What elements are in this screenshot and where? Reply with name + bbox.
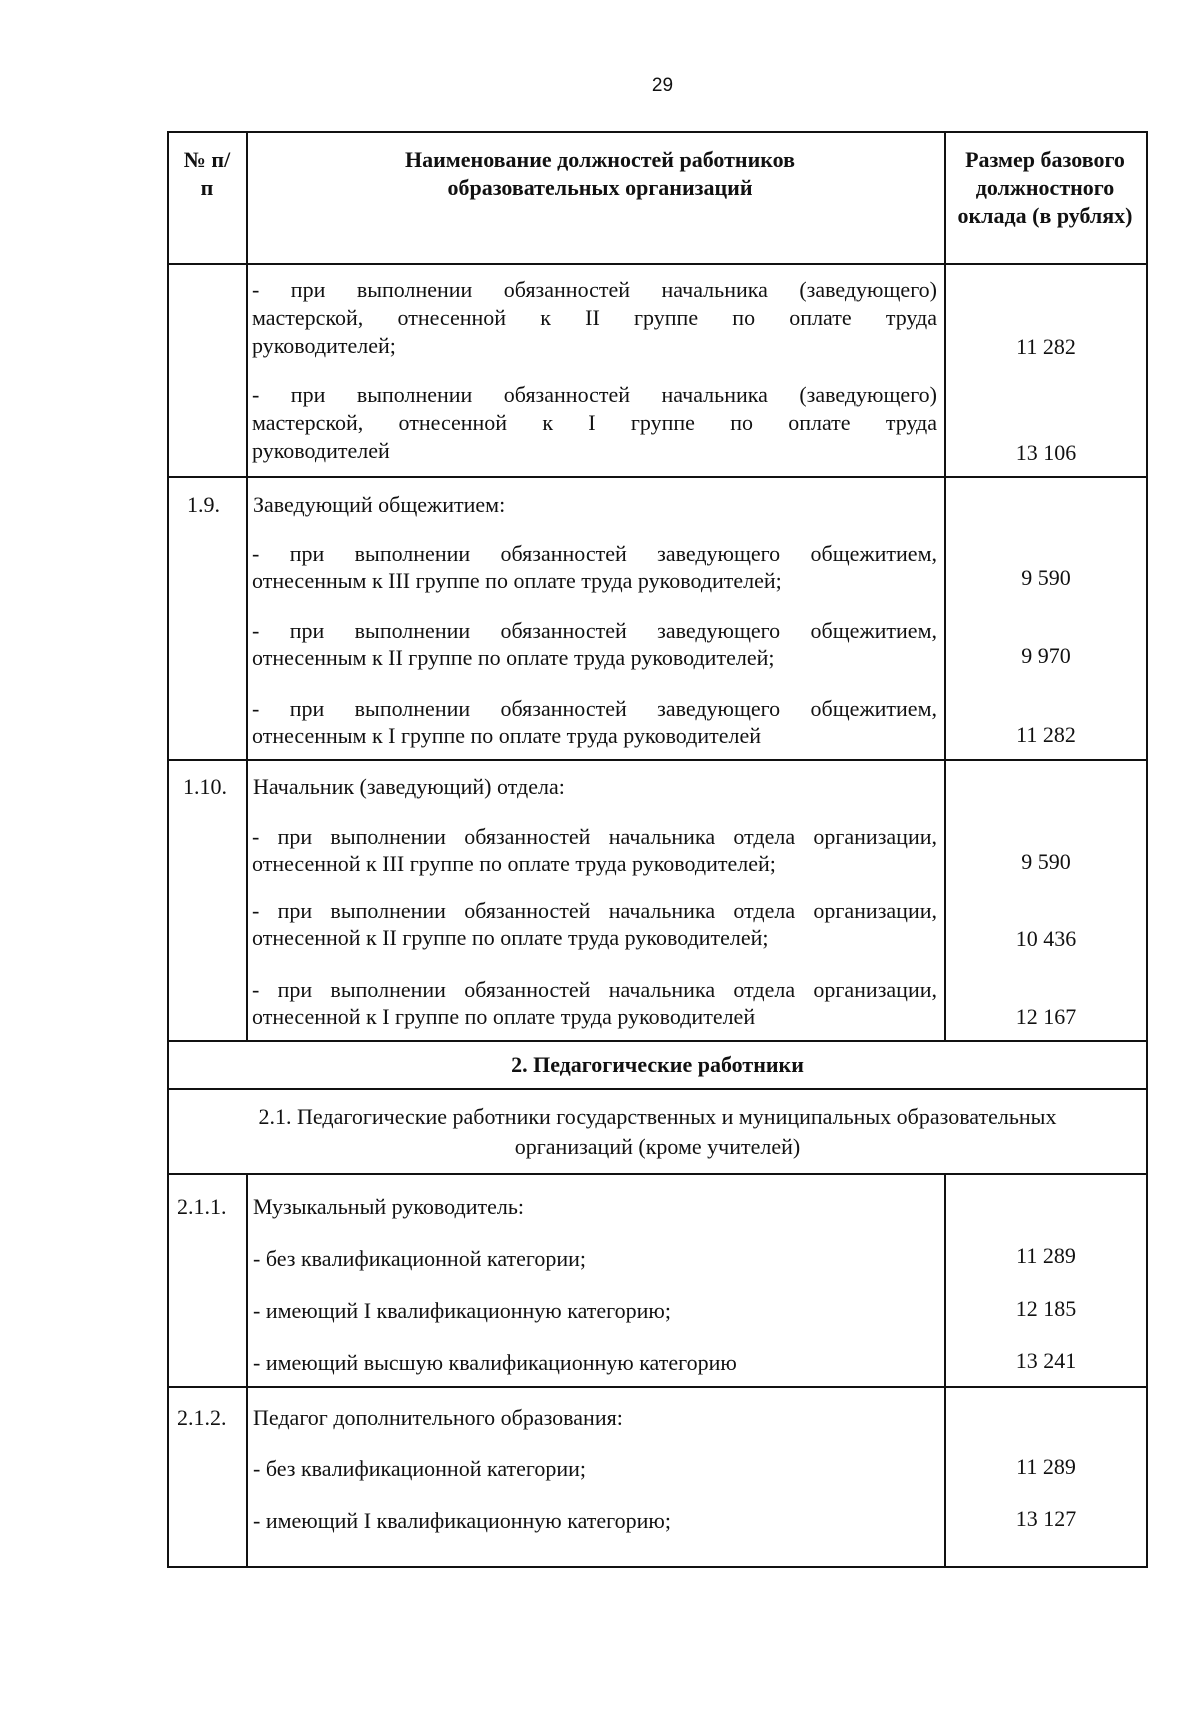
item-line: руководителей	[252, 438, 390, 463]
row-border	[167, 263, 1148, 265]
header-name: Наименование должностей работников образовательных организаций	[404, 147, 796, 200]
item-line: - при выполнении обязанностей заведующего общежитием,	[252, 696, 937, 721]
item-line: отнесенным к I группе по оплате труда руководителей	[252, 723, 762, 748]
salary-value: 13 106	[1015, 440, 1077, 465]
item-line: - имеющий I квалификационную категорию;	[253, 1508, 671, 1533]
section-title: Начальник (заведующий) отдела:	[253, 774, 565, 799]
item-line: отнесенной к II группе по оплате труда руководителей;	[252, 925, 769, 950]
row-number: 2.1.1.	[177, 1194, 227, 1219]
subsection-header-line-2: организаций (кроме учителей)	[514, 1134, 801, 1159]
item-line: - имеющий высшую квалификационную категорию	[253, 1350, 737, 1375]
row-border	[167, 759, 1148, 761]
item-line: - без квалификационной категории;	[253, 1456, 587, 1481]
item-line: отнесенным к III группе по оплате труда руководителей;	[252, 568, 782, 593]
salary-value: 9 970	[1021, 643, 1071, 668]
item-line: - при выполнении обязанностей начальника отдела организации,	[252, 977, 937, 1002]
salary-value: 11 282	[1016, 334, 1076, 359]
salary-value: 9 590	[1021, 849, 1071, 874]
row-border	[167, 131, 1148, 133]
salary-value: 13 241	[1015, 1348, 1077, 1373]
salary-value: 11 289	[1016, 1243, 1076, 1268]
row-number: 2.1.2.	[177, 1405, 227, 1430]
header-salary: Размер базового должностного оклада (в рублях)	[957, 147, 1133, 228]
item-line: - при выполнении обязанностей начальника (заведующего)	[252, 277, 937, 302]
section-header: 2. Педагогические работники	[511, 1052, 804, 1077]
item-line: - при выполнении обязанностей заведующего общежитием,	[252, 618, 937, 643]
row-border	[167, 1173, 1148, 1175]
row-border	[167, 476, 1148, 478]
row-number: 1.10.	[183, 774, 227, 799]
item-line: отнесенной к I группе по оплате труда руководителей	[252, 1004, 756, 1029]
item-line: мастерской, отнесенной к II группе по оплате труда	[252, 305, 937, 330]
item-line: - при выполнении обязанностей заведующего общежитием,	[252, 541, 937, 566]
item-line: отнесенной к III группе по оплате труда руководителей;	[252, 851, 776, 876]
salary-value: 12 185	[1015, 1296, 1077, 1321]
item-line: - без квалификационной категории;	[253, 1246, 587, 1271]
item-line: - имеющий I квалификационную категорию;	[253, 1298, 671, 1323]
row-border	[167, 1386, 1148, 1388]
header-num: № п/п	[183, 147, 231, 200]
item-line: отнесенным к II группе по оплате труда руководителей;	[252, 645, 775, 670]
item-line: - при выполнении обязанностей начальника отдела организации,	[252, 898, 937, 923]
salary-value: 13 127	[1015, 1506, 1077, 1531]
salary-value: 10 436	[1015, 926, 1077, 951]
row-number: 1.9.	[187, 492, 220, 517]
section-title: Педагог дополнительного образования:	[253, 1405, 623, 1430]
salary-value: 12 167	[1015, 1004, 1077, 1029]
salary-value: 11 289	[1016, 1454, 1076, 1479]
table-border-left	[167, 131, 169, 1568]
row-border	[167, 1088, 1148, 1090]
col-divider-1b	[246, 1173, 248, 1568]
item-line: - при выполнении обязанностей начальника (заведующего)	[252, 382, 937, 407]
salary-value: 9 590	[1021, 565, 1071, 590]
section-title: Заведующий общежитием:	[253, 492, 506, 517]
table-border-right	[1146, 131, 1148, 1568]
row-border	[167, 1566, 1148, 1568]
salary-value: 11 282	[1016, 722, 1076, 747]
page-number: 29	[651, 75, 674, 96]
row-border	[167, 1040, 1148, 1042]
item-line: мастерской, отнесенной к I группе по оплате труда	[252, 410, 937, 435]
subsection-header-line-1: 2.1. Педагогические работники государственных и муниципальных образовательных	[258, 1104, 1057, 1129]
col-divider-1	[246, 131, 248, 1040]
section-title: Музыкальный руководитель:	[253, 1194, 524, 1219]
item-line: руководителей;	[252, 333, 396, 358]
item-line: - при выполнении обязанностей начальника отдела организации,	[252, 824, 937, 849]
